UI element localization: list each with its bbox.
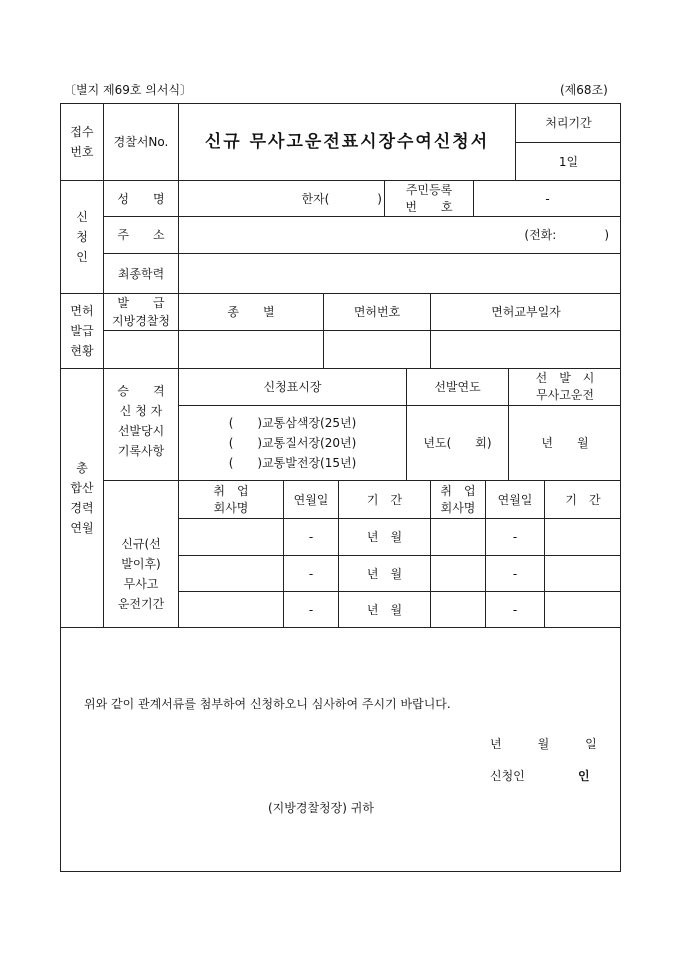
- badge-option[interactable]: ( )교통발전장(15년): [228, 456, 357, 470]
- issuing-agency-label: 발 급 지방경찰청: [103, 293, 178, 330]
- applicant-section-label: 신 청 인: [60, 180, 103, 293]
- date-field-2[interactable]: -: [485, 555, 544, 591]
- date-line: 년 월 일: [490, 737, 597, 751]
- date-header-2: 연월일: [485, 480, 544, 518]
- name-field[interactable]: [178, 180, 384, 216]
- license-number-field[interactable]: [323, 330, 430, 368]
- address-field[interactable]: [178, 216, 621, 253]
- promotion-record-label: 승 격 신 청 자 선발당시 기록사항: [103, 368, 178, 480]
- license-date-label: 면허교부일자: [430, 293, 621, 330]
- date-field[interactable]: -: [283, 591, 338, 627]
- issuing-agency-field[interactable]: [103, 330, 178, 368]
- period-header-2: 기 간: [544, 480, 621, 518]
- company-field[interactable]: [178, 591, 283, 627]
- company-field-2[interactable]: [430, 555, 485, 591]
- processing-period-label: 처리기간: [515, 103, 621, 142]
- period-field-2[interactable]: [544, 555, 621, 591]
- rrn-field[interactable]: -: [473, 180, 621, 216]
- accident-free-field[interactable]: 년 월: [508, 405, 621, 480]
- period-header: 기 간: [338, 480, 430, 518]
- processing-period-value: 1일: [515, 142, 621, 180]
- license-section-label: 면허 발급 현황: [60, 293, 103, 368]
- education-label: 최종학력: [103, 253, 178, 293]
- phone-label: (전화: ): [524, 228, 609, 242]
- company-field-2[interactable]: [430, 518, 485, 555]
- station-number-label: 경찰서No.: [103, 103, 178, 180]
- addressee: (지방경찰청장) 귀하: [268, 801, 374, 815]
- date-field[interactable]: -: [283, 555, 338, 591]
- rrn-label: 주민등록 번 호: [384, 180, 473, 216]
- badge-options: [178, 405, 406, 480]
- receipt-number-label: 접수 번호: [60, 103, 103, 180]
- article-reference: (제68조): [560, 83, 608, 97]
- address-label: 주 소: [103, 216, 178, 253]
- new-accident-free-label: 신규(선 발이후) 무사고 운전기간: [103, 480, 178, 627]
- company-field[interactable]: [178, 518, 283, 555]
- period-field[interactable]: 년 월: [338, 555, 430, 591]
- badge-option[interactable]: ( )교통삼색장(25년): [228, 416, 357, 430]
- period-field-2[interactable]: [544, 591, 621, 627]
- license-type-field[interactable]: [178, 330, 323, 368]
- selection-year-label: 선발연도: [406, 368, 508, 405]
- form-number: 〔별지 제69호 의서식〕: [64, 83, 193, 97]
- license-type-label: 종 별: [178, 293, 323, 330]
- company-header-2: 취 업 회사명: [430, 480, 485, 518]
- license-number-label: 면허번호: [323, 293, 430, 330]
- license-date-field[interactable]: [430, 330, 621, 368]
- date-field-2[interactable]: -: [485, 518, 544, 555]
- education-field[interactable]: [178, 253, 621, 293]
- company-field[interactable]: [178, 555, 283, 591]
- date-field-2[interactable]: -: [485, 591, 544, 627]
- declaration-statement: 위와 같이 관계서류를 첨부하여 신청하오니 심사하여 주시기 바랍니다.: [84, 697, 451, 711]
- date-field[interactable]: -: [283, 518, 338, 555]
- period-field[interactable]: 년 월: [338, 591, 430, 627]
- badge-option[interactable]: ( )교통질서장(20년): [228, 436, 357, 450]
- company-field-2[interactable]: [430, 591, 485, 627]
- seal-mark: 인: [578, 769, 590, 783]
- accident-free-label: 선 발 시 무사고운전: [508, 368, 621, 405]
- selection-year-field[interactable]: 년도( 회): [406, 405, 508, 480]
- page-title: 신규 무사고운전표시장수여신청서: [178, 103, 515, 180]
- period-field[interactable]: 년 월: [338, 518, 430, 555]
- career-section-label: 총 합산 경력 연월: [60, 368, 103, 627]
- hanja-label: 한자( ): [301, 191, 382, 206]
- name-label: 성 명: [103, 180, 178, 216]
- date-header: 연월일: [283, 480, 338, 518]
- applicant-signature-label: 신청인: [490, 769, 525, 783]
- badge-label: 신청표시장: [178, 368, 406, 405]
- company-header: 취 업 회사명: [178, 480, 283, 518]
- period-field-2[interactable]: [544, 518, 621, 555]
